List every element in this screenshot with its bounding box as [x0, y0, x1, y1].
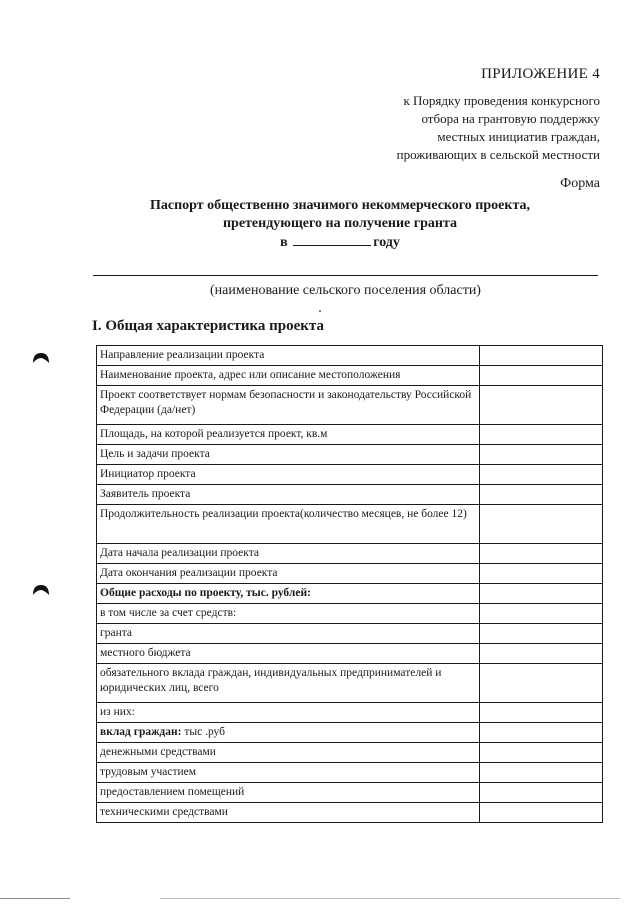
row-label: техническими средствами	[97, 803, 480, 823]
row-label: Площадь, на которой реализуется проект, кв.м	[97, 425, 480, 445]
appendix-number: ПРИЛОЖЕНИЕ 4	[481, 66, 600, 82]
table-row	[97, 723, 603, 743]
row-value-cell[interactable]	[480, 544, 603, 564]
row-label	[97, 723, 480, 743]
year-blank	[293, 233, 371, 246]
document-title	[60, 197, 620, 252]
row-label: Заявитель проекта	[97, 485, 480, 505]
row-label: гранта	[97, 624, 480, 644]
row-value-cell[interactable]	[480, 465, 603, 485]
appendix-line: проживающих в сельской местности	[396, 147, 600, 162]
scan-dot	[319, 310, 321, 312]
row-value-cell[interactable]	[480, 723, 603, 743]
title-year-line	[60, 233, 620, 252]
row-label: из них:	[97, 703, 480, 723]
punch-hole-icon	[32, 584, 50, 596]
appendix-line: отбора на грантовую поддержку	[421, 111, 600, 126]
table-row	[97, 743, 603, 763]
row-value-cell[interactable]	[480, 783, 603, 803]
table-row	[97, 505, 603, 544]
table-row	[97, 544, 603, 564]
row-label: Инициатор проекта	[97, 465, 480, 485]
title-line-1: Паспорт общественно значимого некоммерческого проекта,	[150, 198, 530, 213]
row-value-cell[interactable]	[480, 366, 603, 386]
row-label: Дата окончания реализации проекта	[97, 564, 480, 584]
row-label: денежными средствами	[97, 743, 480, 763]
row-value-cell[interactable]	[480, 564, 603, 584]
scan-edge-mark	[0, 898, 70, 899]
table-row	[97, 624, 603, 644]
row-label: Общие расходы по проекту, тыс. рублей:	[97, 584, 480, 604]
row-value-cell[interactable]	[480, 505, 603, 544]
row-label: местного бюджета	[97, 644, 480, 664]
settlement-name-line	[93, 275, 598, 276]
table-row	[97, 584, 603, 604]
row-value-cell[interactable]	[480, 763, 603, 783]
row-label: Проект соответствует нормам безопасности и законодательству Российской Федерации (да/нет)	[97, 386, 480, 425]
table-row	[97, 703, 603, 723]
table-row	[97, 664, 603, 703]
row-label-rest: тыс .руб	[181, 726, 225, 738]
appendix-reference	[397, 92, 600, 164]
row-label: предоставлением помещений	[97, 783, 480, 803]
row-value-cell[interactable]	[480, 743, 603, 763]
row-label: Цель и задачи проекта	[97, 445, 480, 465]
row-label: Дата начала реализации проекта	[97, 544, 480, 564]
table-row	[97, 386, 603, 425]
row-label-bold: вклад граждан:	[100, 726, 182, 738]
table-row	[97, 604, 603, 624]
table-row	[97, 564, 603, 584]
table-row	[97, 445, 603, 465]
row-label: трудовым участием	[97, 763, 480, 783]
table-row	[97, 803, 603, 823]
form-label: Форма	[560, 176, 600, 191]
row-value-cell[interactable]	[480, 386, 603, 425]
table-row	[97, 644, 603, 664]
characteristics-table	[96, 345, 603, 823]
row-value-cell[interactable]	[480, 644, 603, 664]
appendix-line: местных инициатив граждан,	[437, 129, 600, 144]
table-row	[97, 346, 603, 366]
table-row	[97, 763, 603, 783]
row-value-cell[interactable]	[480, 803, 603, 823]
table-row	[97, 366, 603, 386]
row-value-cell[interactable]	[480, 485, 603, 505]
year-suffix: году	[373, 235, 400, 250]
title-line-2: претендующего на получение гранта	[222, 216, 458, 231]
row-label: Продолжительность реализации проекта(количество месяцев, не более 12)	[97, 505, 480, 544]
row-label: Наименование проекта, адрес или описание местоположения	[97, 366, 480, 386]
table-row	[97, 465, 603, 485]
row-value-cell[interactable]	[480, 425, 603, 445]
row-label: в том числе за счет средств:	[97, 604, 480, 624]
table-row	[97, 485, 603, 505]
section-title: I. Общая характеристика проекта	[92, 318, 325, 334]
row-value-cell[interactable]	[480, 445, 603, 465]
scan-edge-mark	[160, 898, 620, 899]
year-prefix: в	[280, 235, 288, 250]
row-value-cell[interactable]	[480, 584, 603, 604]
settlement-caption: (наименование сельского поселения области)	[210, 283, 481, 298]
table-row	[97, 425, 603, 445]
row-value-cell[interactable]	[480, 604, 603, 624]
row-label: обязательного вклада граждан, индивидуальных предпринимателей и юридических лиц, всего	[97, 664, 480, 703]
appendix-line: к Порядку проведения конкурсного	[403, 93, 600, 108]
row-label: Направление реализации проекта	[97, 346, 480, 366]
punch-hole-icon	[32, 352, 50, 364]
row-value-cell[interactable]	[480, 624, 603, 644]
row-value-cell[interactable]	[480, 664, 603, 703]
row-value-cell[interactable]	[480, 346, 603, 366]
table-row	[97, 783, 603, 803]
row-value-cell[interactable]	[480, 703, 603, 723]
